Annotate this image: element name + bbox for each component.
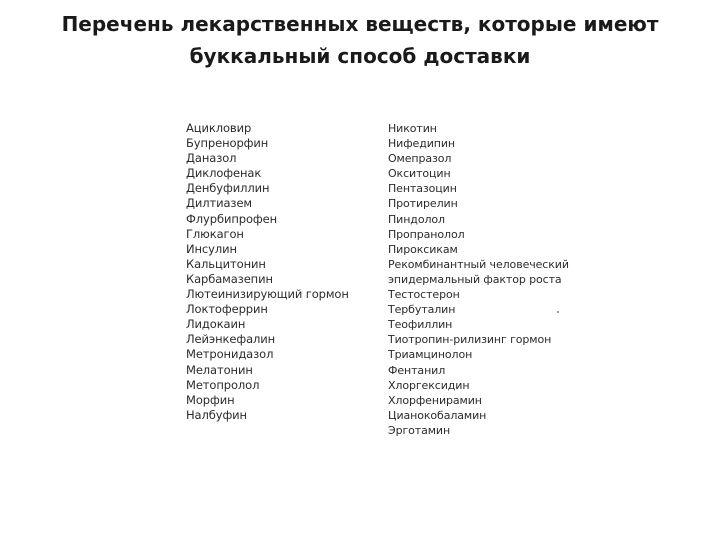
drug-list-item: Кальцитонин [186, 256, 266, 271]
slide-title [20, 8, 700, 72]
drug-list-item: Инсулин [186, 241, 237, 256]
drug-list-item: Цианокобаламин [388, 408, 487, 422]
drug-list-item: Пиндолол [388, 212, 445, 226]
drug-list-item: Метронидазол [186, 347, 274, 362]
drug-list-item: Бупренорфин [186, 136, 269, 151]
drug-list-item: Фентанил [388, 363, 446, 377]
drug-list-item: Морфин [186, 392, 235, 407]
drug-list-item: Омепразол [388, 152, 452, 166]
drug-list-item: эпидермальный фактор роста [388, 272, 562, 286]
drug-list-item: Лейэнкефалин [186, 332, 276, 347]
drug-list-item: Флурбипрофен [186, 211, 278, 226]
drug-list-item: Теофиллин [388, 318, 453, 332]
drug-list-item: Мелатонин [186, 362, 253, 377]
drug-list-item: Окситоцин [388, 167, 451, 181]
drug-list-item: Рекомбинантный человеческий [388, 257, 569, 271]
drug-list-item: Пироксикам [388, 242, 458, 256]
drug-list-item: Эрготамин [388, 423, 451, 437]
drug-list-item: Пентазоцин [388, 182, 457, 196]
drug-list-left-column [186, 121, 376, 423]
drug-list-item: Даназол [186, 151, 237, 166]
drug-list-item: Никотин [388, 122, 437, 135]
drug-list-item: Глюкагон [186, 226, 244, 241]
stray-mark [557, 311, 559, 313]
drug-list-item: Ацикловир [186, 121, 252, 135]
drug-list-item: Тиотропин-рилизинг гормон [388, 333, 552, 347]
drug-list-item: Лютеинизирующий гормон [186, 287, 349, 302]
drug-list-item: Денбуфиллин [186, 181, 270, 196]
drug-list-item: Тербуталин [388, 303, 456, 317]
drug-list-item: Карбамазепин [186, 271, 273, 286]
drug-list-right-column [388, 121, 588, 438]
drug-list-item: Хлоргексидин [388, 378, 470, 392]
drug-list-item: Локтоферрин [186, 302, 268, 317]
drug-list-item: Пропранолол [388, 227, 465, 241]
drug-list-item: Триамцинолон [388, 348, 473, 362]
drug-list-item: Налбуфин [186, 407, 247, 422]
drug-list-item: Тестостерон [388, 288, 460, 302]
drug-list-item: Лидокаин [186, 317, 246, 332]
slide-title-line-2: буккальный способ доставки [189, 44, 531, 68]
drug-list-item: Нифедипин [388, 137, 455, 151]
drug-list-item: Диклофенак [186, 166, 262, 181]
drug-list-item: Метопролол [186, 377, 260, 392]
slide-title-line-1: Перечень лекарственных веществ, которые имеют [61, 12, 659, 36]
drug-list-item: Протирелин [388, 197, 458, 211]
drug-list-item: Дилтиазем [186, 196, 252, 211]
drug-list-item: Хлорфенирамин [388, 393, 482, 407]
